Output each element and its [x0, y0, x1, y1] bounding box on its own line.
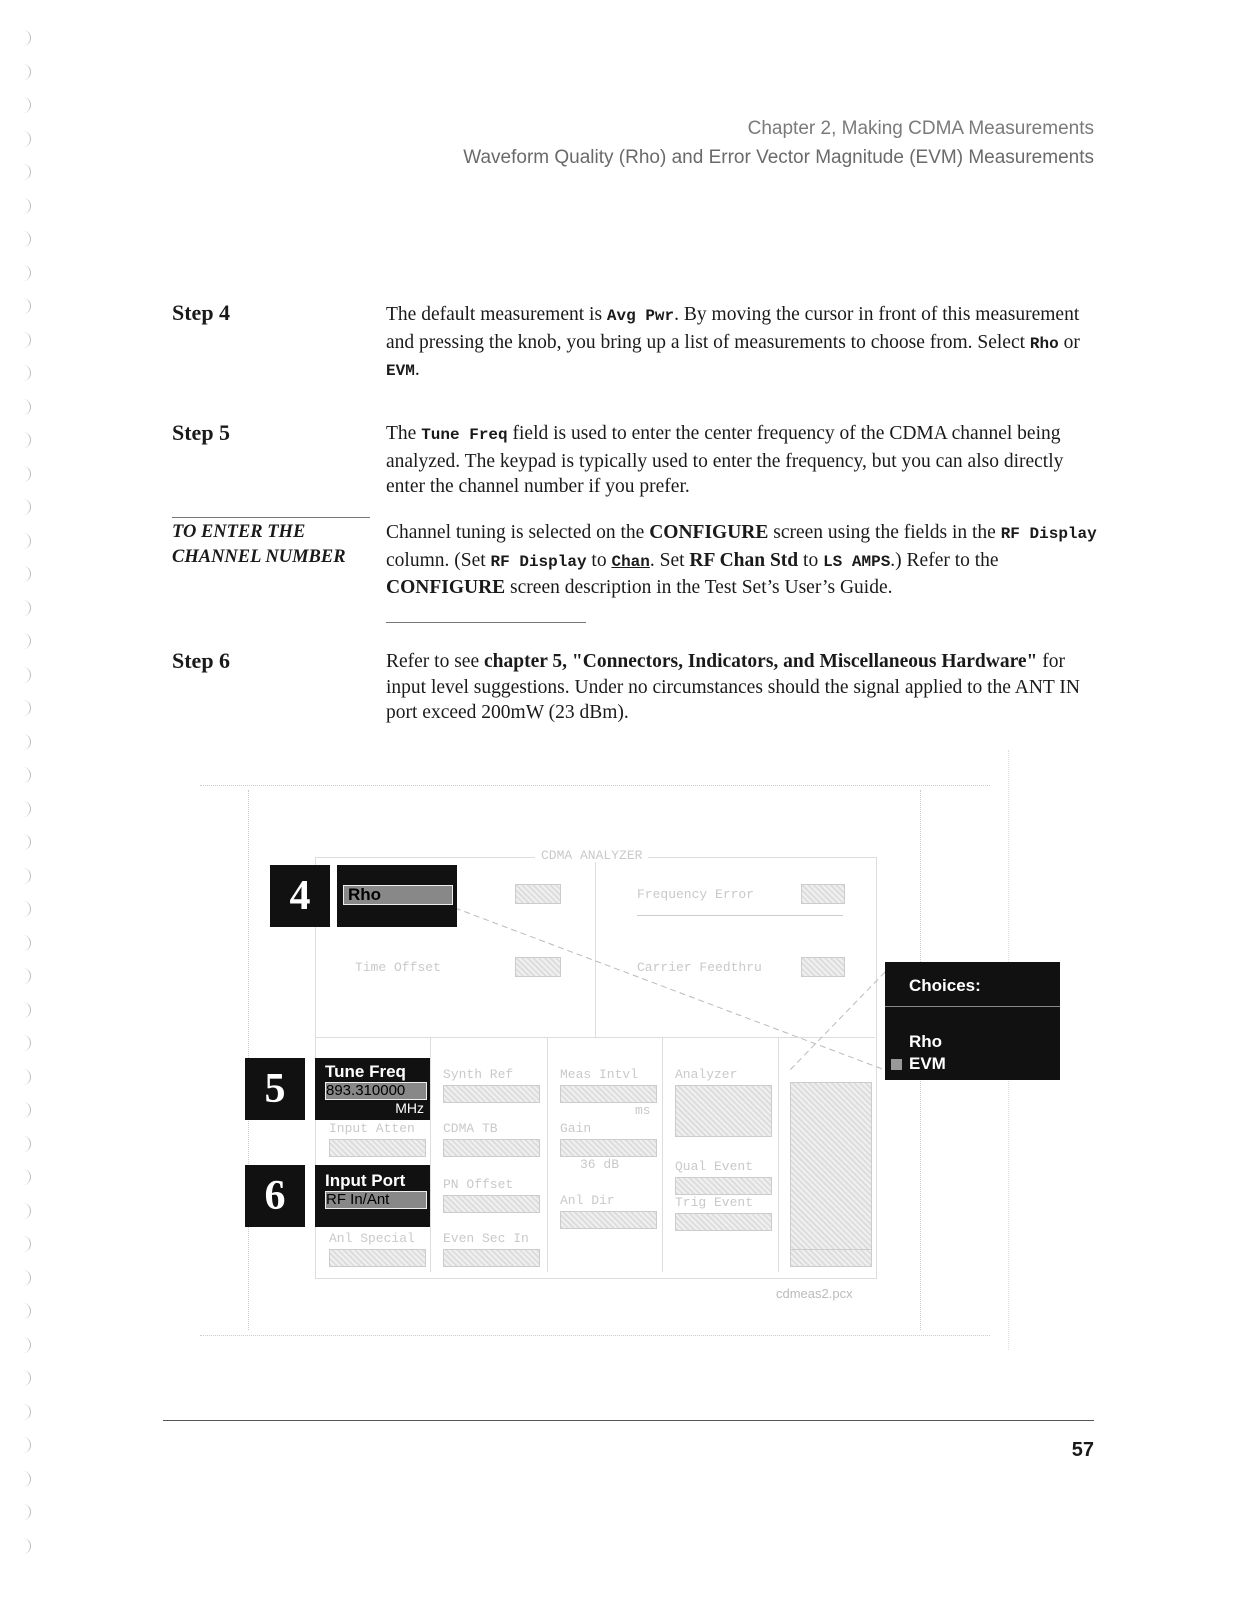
cdma-tb-label: CDMA TB: [443, 1121, 498, 1136]
anl-special-label: Anl Special: [329, 1231, 415, 1246]
sidebar-text: Channel tuning is selected on the CONFIGURE screen using the fields in the RF Display column. (Set RF Display to Chan. Set RF Chan Std to LS AMPS.) Refer to the CONFIGURE screen description in the Test Set’s User’s Guide.: [386, 522, 1097, 598]
chapter-header: Chapter 2, Making CDMA Measurements: [747, 118, 1094, 139]
input-port-label: Input Port: [325, 1171, 406, 1190]
step-5-label: Step 5: [172, 420, 231, 445]
time-offset-label: Time Offset: [355, 960, 441, 975]
choice-rho[interactable]: Rho: [909, 1032, 943, 1051]
figure-filename: cdmeas2.pcx: [776, 1286, 853, 1301]
even-sec-label: Even Sec In: [443, 1231, 529, 1246]
callout-number-5: 5: [245, 1058, 305, 1120]
pn-offset-label: PN Offset: [443, 1177, 514, 1192]
input-port-value: RF In/Ant: [325, 1191, 427, 1209]
callout-number-6: 6: [245, 1165, 305, 1227]
step-6-text: Refer to see chapter 5, "Connectors, Indicators, and Miscellaneous Hardware" for input level suggestions. Under no circumstances should the signal applied to the ANT IN port exceed 200mW (23 dBm).: [386, 651, 1080, 723]
screen-title: CDMA ANALYZER: [535, 848, 648, 863]
section-header: Waveform Quality (Rho) and Error Vector Magnitude (EVM) Measurements: [463, 147, 1094, 168]
trig-event-label: Trig Event: [675, 1195, 754, 1210]
step-4-label: Step 4: [172, 300, 231, 325]
choices-divider: [885, 1006, 1060, 1007]
step-5-text: The Tune Freq field is used to enter the center frequency of the CDMA channel being analyzed. The keypad is typically used to enter the frequency, but you can also directly enter the channel number if you prefer.: [386, 423, 1064, 497]
freq-error-label: Frequency Error: [637, 887, 755, 902]
input-atten-label: Input Atten: [329, 1121, 415, 1136]
meas-intvl-label: Meas Intvl: [560, 1067, 639, 1082]
callout-input-port-box: [315, 1165, 430, 1227]
sidebar-heading: TO ENTER THE CHANNEL NUMBER: [172, 522, 346, 567]
callout-tune-freq-box: [315, 1058, 430, 1120]
choices-title: Choices:: [909, 976, 981, 995]
footer-rule: [163, 1420, 1094, 1421]
qual-event-label: Qual Event: [675, 1159, 754, 1174]
gain-db-label: 36 dB: [580, 1157, 620, 1172]
leader-rho: [455, 908, 885, 1070]
choice-evm[interactable]: EVM: [909, 1054, 946, 1073]
callout-rho-box: [337, 865, 457, 927]
tune-freq-unit: MHz: [395, 1100, 424, 1116]
step-4-text: The default measurement is Avg Pwr. By moving the cursor in front of this measurement and pressing the knob, you bring up a list of measurements to choose from. Select Rho or EVM.: [386, 304, 1080, 380]
step-6-label: Step 6: [172, 648, 231, 673]
ms-label: ms: [635, 1103, 651, 1118]
leader-choices: [790, 972, 885, 1070]
choice-cursor-icon: [891, 1059, 902, 1070]
choices-popup: [885, 962, 1060, 1080]
gain-label: Gain: [560, 1121, 592, 1136]
synth-ref-label: Synth Ref: [443, 1067, 514, 1082]
analyzer-label: Analyzer: [675, 1067, 738, 1082]
tune-freq-value: 893.310000: [325, 1082, 427, 1100]
tune-freq-label: Tune Freq: [325, 1062, 406, 1081]
anl-dir-label: Anl Dir: [560, 1193, 615, 1208]
rho-field: Rho: [343, 885, 453, 905]
page-number: 57: [1071, 1439, 1094, 1461]
carrier-feed-label: Carrier Feedthru: [637, 960, 762, 975]
callout-number-4: 4: [270, 865, 330, 927]
